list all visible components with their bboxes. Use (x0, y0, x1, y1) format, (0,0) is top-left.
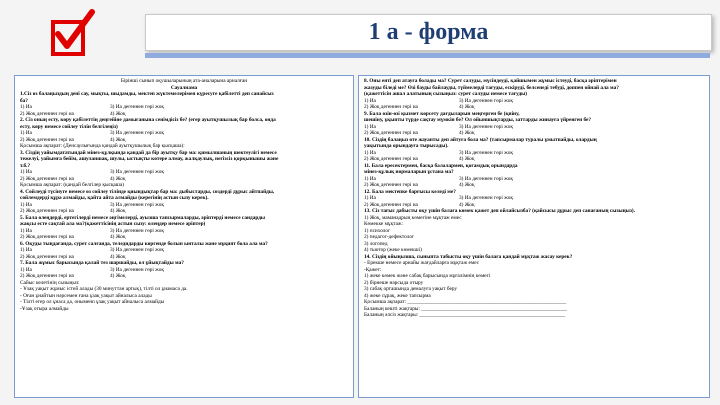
question-block (20, 215, 348, 241)
slide-title: 1 а - форма (368, 19, 489, 45)
question-block (20, 260, 348, 312)
answer-option: 1) Иа (20, 247, 32, 253)
answer-option: 2) Жоқ дегеннен гөрі иа (20, 253, 74, 260)
note-text: Қосымша ақпарат: (Денсаулығында қандай ауытқушылық бар қысқаша): (20, 143, 185, 149)
question-block (20, 150, 348, 189)
answer-option: 3) Иа дегеннен гөрі жоқ (459, 97, 513, 104)
answer-option: 4) Жоқ (110, 175, 126, 182)
answer-option: 2) Жоқ дегеннен гөрі иа (20, 273, 74, 279)
question-text: сөйлемдерді құра алмайды, қайта айта алмайды (керегінің астын сызу керек). (20, 195, 209, 201)
note-text: Қосымша ақпарат: (қандай белгілер қысқаша) (20, 182, 124, 188)
question-block (20, 91, 348, 117)
question-text: 12. Бала мектепке барғысы келеді ме? (364, 188, 456, 195)
question-text: 9. Бала өзін-өзі қызмет көрсету дағдыларын меңгерген бе (қиіну, (364, 110, 520, 117)
question-text: 11. Бала ересектермен, басқа балалармен, қоғамдық орындарда (364, 162, 518, 169)
question-text: 13. Сіз тағыс дабысты оқу үшін балаға көмек қажет деп ойлайсызба? (қайсысы дұрыс деп санағаның сызыңыз). (364, 208, 636, 214)
answer-option: 1) Иа (364, 149, 376, 156)
question-block (364, 208, 704, 254)
question-text: 8. Оны енті деп атауға болады ма? Сурет салуды, мүсіндеуді, қайшымен жұмыс істеуді, басқа әріптерімен (364, 78, 617, 84)
answer-option: Көмекке мұқтаж: (364, 221, 404, 227)
answer-option: 4) Жоқ (110, 234, 126, 240)
answer-option: 4) тьютор (жеке көмекші) (364, 247, 422, 253)
question-text: тежелуі, уайымға бейім, ашуланшақ, шулы, ыстықты көтере алмау, жалқаулық, негізсіз қорқынышы және (20, 156, 279, 162)
question-text: уақытында орындауға тырысады). (364, 143, 449, 149)
answer-option: 3) Иа дегеннен гөрі жоқ (459, 195, 513, 201)
answer-option: 3) сабақ орташында демалуға уақыт беру (364, 286, 458, 292)
intro-text: Бірінші сынып оқушыларының ата-аналарына арналған (120, 78, 248, 84)
answer-option: 1) Иа (20, 104, 32, 110)
answer-option: 4) Жоқ (459, 201, 475, 208)
question-block (20, 117, 348, 150)
question-text: т.б.? (20, 162, 31, 169)
note-text: - Тілті егер ол ұнаса да, оныменn ұзақ уақыт айналыса алмайды (20, 299, 165, 305)
answer-option: 3) Иа дегеннен гөрі жоқ (110, 169, 164, 175)
answer-option: 4) Жоқ (459, 104, 475, 110)
questionnaire-right-column (358, 75, 710, 398)
answer-option: 1) Иа (364, 175, 376, 182)
answer-option: 3) Иа дегеннен гөрі жоқ (110, 104, 164, 110)
right-questions (364, 78, 704, 319)
question-text: 1.Сіз өз балаңыздың дені сау, мықты, шыдамды, мектеп жүктемелерімен күресуге қабілетті деп санайсыз (20, 91, 274, 97)
answer-option: 4) Жоқ (110, 136, 126, 143)
question-text: 6. Оқуды тыңдағанда, сурет салғанда, теледидарды көргенде болып ынталы және мұқият бола ала ма? (20, 240, 268, 247)
answer-option: 4) Жоқ (110, 253, 126, 260)
question-text: 10. Сіздің балаңыз өте жауапты деп айтуға бола ма? (тапсырмалар туралы ұмытпайды, олардың (364, 136, 597, 143)
question-text: мінез-құлық нормаларын ұстана ма? (364, 169, 454, 175)
question-text: 14. Сіздің ойыңызша, сыныпта табысты оқу үшін балаға қандай мұқтаж жасау керек? (364, 253, 573, 260)
answer-option: 4) Жоқ (459, 182, 475, 188)
question-block (364, 78, 704, 111)
question-text: 2. Сіз оның есту, көру қабілеттің деңгейіне дамығанына сенімдісіз бе? (егер ауытқушылық бар болса, онда (20, 117, 276, 123)
answer-option: Қосымша ақпарат: ____________________________________________________________ (364, 299, 567, 305)
answer-option: 1) Иа (20, 130, 32, 136)
question-block (364, 163, 704, 189)
question-text: (қажеттісін ашал алатының сызыңыз: сурет салуды немесе тағуды) (364, 91, 528, 97)
answer-option: 3) Иа дегеннен гөрі жоқ (110, 247, 164, 253)
answer-option: 1) Иа (364, 97, 376, 104)
answer-option: 2) Жоқ дегеннен гөрі иа (364, 182, 418, 188)
title-underline (145, 53, 710, 58)
answer-option: 1) Жоқ, маманадрың көмегіне мұқтаж емес (364, 214, 462, 221)
answer-option: 3) Иа дегеннен гөрі жоқ (110, 201, 164, 208)
red-checkmark-icon (50, 8, 96, 58)
note-text: - Ұзақ уақыт жұмыс істей алады (30 минуттан артық), тілті ол ұнамаса да. (20, 286, 188, 292)
note-text: Сайыс келетінің сызыңыз: (20, 279, 80, 286)
answer-option: 4) Жоқ (459, 156, 475, 162)
answer-option: 1) Иа (364, 123, 376, 130)
answer-option: 4) Жоқ (459, 130, 475, 136)
answer-option: 2) Жоқ дегеннен гөрі иа (20, 110, 74, 117)
question-block (20, 241, 348, 261)
question-text: жақсы есте сақтай ала ма?(қажеттісінің астын сызу: өлеңдер немесе әріптер) (20, 221, 206, 227)
question-text: жазуды біледі ме? Өзі бауды байлауды, түймелерді тағуды, ескіруді, белсенеді тебуді, доппен ойнай ала ма? (364, 84, 619, 91)
answer-option: 4) Жоқ (110, 110, 126, 117)
answer-option: -Қажет: (364, 266, 382, 273)
question-block (364, 189, 704, 209)
answer-option: 1) Иа (20, 169, 32, 175)
answer-option: 1) жеке көмек және сабақ барысында мұғалімнің көмегі (364, 273, 491, 279)
left-questions (20, 91, 348, 312)
question-text: шешіну, ұқыпты түрде сақтау мүмкін бе? Ол ойыншықтарды, заттарды жинауға үйренген бе? (364, 117, 592, 123)
question-text: 3. Сіздің уайымдататындай мінез-құлқында қандай да бір ауытқу бар ма: қимылшаның шектеулігі немесе (20, 149, 277, 156)
answer-option: 2) Жоқ дегеннен гөрі иа (364, 104, 418, 110)
answer-option: 2) Жоқ дегеннен гөрі иа (364, 130, 418, 136)
answer-option: 2) бірнеше нәрсыда отыру (364, 279, 424, 286)
question-text: есту, көру немесе сөйлеу тілін белгілеңіз) (20, 123, 118, 130)
answer-option: 1) психолог (364, 227, 391, 234)
question-text: 4. Сөйлеуді түсінуге немесе өз сөйлеу тілінде қиындықтар бар ма: дыбыстарды, сөздерді дұрыс айтпайды, (20, 188, 275, 195)
answer-option: 2) педагог-дефектолог (364, 234, 415, 240)
answer-option: 4) Жоқ (110, 208, 126, 214)
intro-title: Сауалнама (170, 84, 198, 91)
question-block (20, 189, 348, 215)
answer-option: Баланың әлсіз жақтары: _______________________________________________________ (364, 312, 566, 318)
answer-option: 3) Иа дегеннен гөрі жоқ (110, 227, 164, 234)
answer-option: 3) Иа дегеннен гөрі жоқ (459, 149, 513, 156)
note-text: -Ұзақ отыра алмайды (20, 305, 69, 312)
question-text: 7. Бала жұмыс барысында қалай тез шаршайды, ол ұйықтайды ма? (20, 260, 184, 266)
question-block (364, 254, 704, 319)
answer-option: 1) Иа (20, 227, 32, 234)
answer-option: - Ерекше немесе арнайы жағдайларға мұқтаж емес (364, 260, 480, 266)
answer-option: 2) Жоқ дегеннен гөрі иа (364, 156, 418, 162)
answer-option: 1) Иа (364, 195, 376, 201)
question-block (364, 137, 704, 163)
answer-option: 4) Жоқ (110, 273, 126, 279)
questionnaire-left-column (14, 75, 354, 398)
answer-option: Баланың кешті жақтары: _______________________________________________________ (364, 305, 567, 312)
answer-option: 1) Иа (20, 201, 32, 208)
answer-option: 3) Иа дегеннен гөрі жоқ (110, 130, 164, 136)
answer-option: 2) Жоқ дегеннен гөрі иа (20, 234, 74, 240)
question-block (364, 111, 704, 137)
answer-option: 3) Иа дегеннен гөрі жоқ (110, 266, 164, 273)
answer-option: 4) жеке сұрақ, жеке тапсырма (364, 292, 431, 299)
answer-option: 2) Жоқ дегеннен гөрі иа (364, 201, 418, 208)
answer-option: 3) логопед (364, 240, 388, 247)
answer-option: 3) Иа дегеннен гөрі жоқ (459, 175, 513, 182)
answer-option: 2) Жоқ дегеннен гөрі иа (20, 175, 74, 182)
answer-option: 2) Жоқ дегеннен гөрі иа (20, 208, 74, 214)
question-text: ба? (20, 97, 28, 104)
note-text: - Оған ұнайтын нәрсемен ғана ұзақ уақыт айналыса алады (20, 292, 152, 299)
question-text: 5. Бала өлеңдерді, ертегілерді немесе әңгімелерді, ауызша тапсырмаларды, әріптерді немесе сандарды (20, 214, 266, 221)
answer-option: 3) Иа дегеннен гөрі жоқ (459, 123, 513, 130)
title-box (145, 14, 712, 51)
answer-option: 2) Жоқ дегеннен гөрі иа (20, 136, 74, 143)
answer-option: 1) Иа (20, 266, 32, 273)
